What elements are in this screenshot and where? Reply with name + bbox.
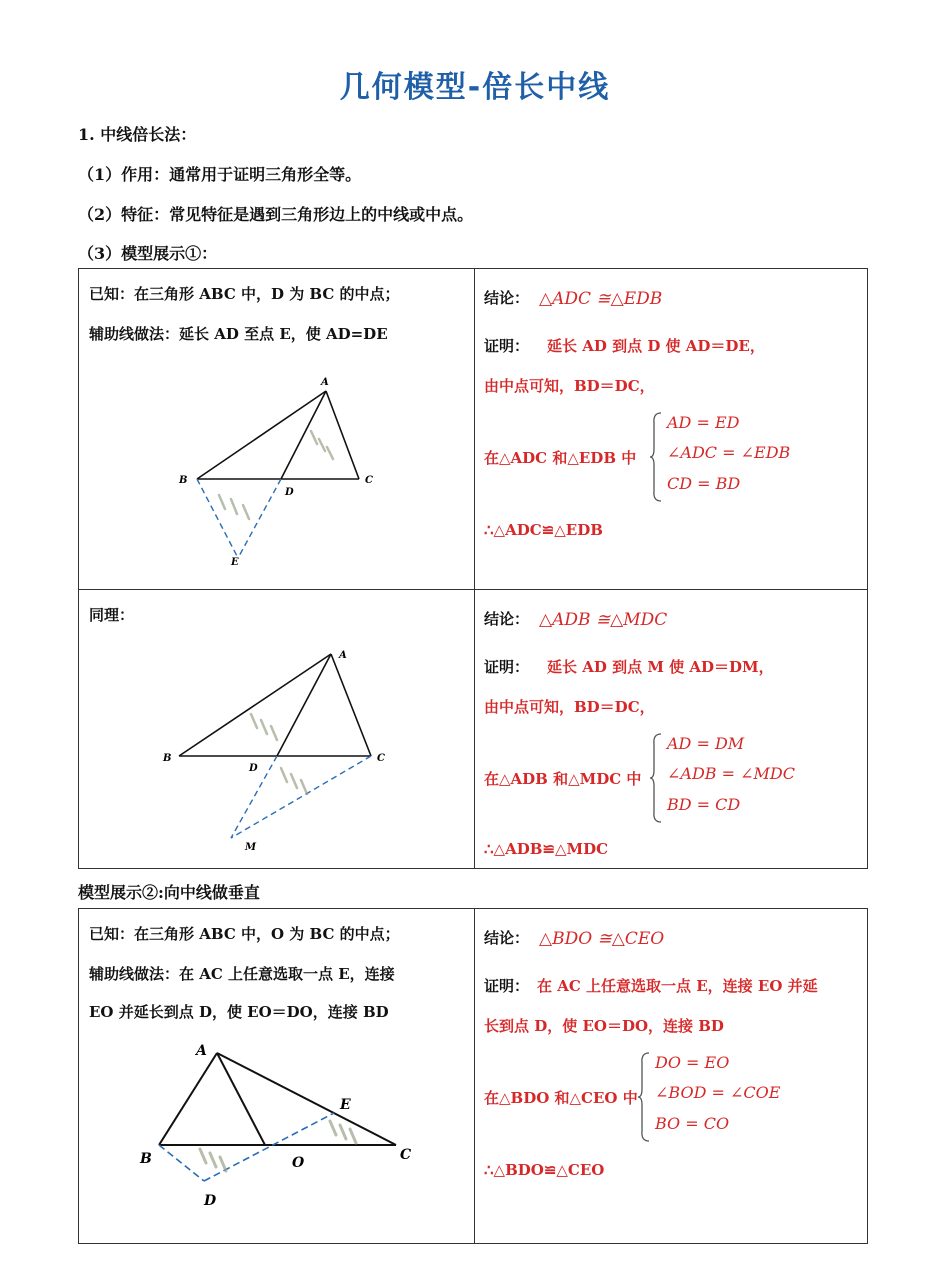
therefore-text: ∴△ADC≌△EDB (484, 521, 603, 539)
label-A: A (321, 377, 329, 388)
given-text: 已知：在三角形 ABC 中，O 为 BC 的中点； (89, 925, 400, 943)
intro-item-2: （2）特征：常见特征是遇到三角形边上的中线或中点。 (78, 205, 474, 224)
equation-1: DO = EO (655, 1053, 730, 1072)
proof-line-1: 延长 AD 到点 D 使 AD＝DE， (547, 337, 765, 355)
in-triangles-text: 在△ADB 和△MDC 中 (484, 770, 642, 788)
aux-line-1: 辅助线做法：在 AC 上任意选取一点 E，连接 (89, 965, 395, 983)
aux-line-text: 辅助线做法：延长 AD 至点 E，使 AD=DE (89, 325, 388, 343)
section-heading: 1. 中线倍长法： (78, 125, 197, 144)
conclusion-label: 结论： (484, 929, 530, 947)
equation-2: ∠ADC = ∠EDB (667, 443, 791, 462)
intro-item-1: （1）作用：通常用于证明三角形全等。 (78, 165, 362, 184)
equation-3: BD = CD (667, 795, 741, 814)
therefore-text: ∴△BDO≌△CEO (484, 1161, 605, 1179)
label-O: O (292, 1155, 305, 1171)
label-B: B (179, 475, 188, 486)
label-E: E (340, 1097, 351, 1113)
label-M: M (245, 842, 257, 853)
proof-line-2: 由中点可知，BD＝DC， (484, 698, 655, 716)
equation-1: AD = DM (667, 734, 745, 753)
proof-label: 证明： (484, 658, 530, 676)
triangle-figure-3 (134, 1039, 434, 1239)
proof-line-1: 延长 AD 到点 M 使 AD＝DM， (547, 658, 774, 676)
proof-line-1: 在 AC 上任意选取一点 E，连接 EO 并延 (537, 977, 818, 995)
label-D: D (249, 763, 258, 774)
model-box-2 (78, 589, 868, 869)
brace-icon (637, 1051, 651, 1143)
in-triangles-text: 在△ADC 和△EDB 中 (484, 449, 637, 467)
brace-icon (649, 732, 663, 824)
therefore-text: ∴△ADB≌△MDC (484, 840, 609, 858)
conclusion-text: △ADB ≅△MDC (539, 610, 668, 630)
equation-2: ∠ADB = ∠MDC (667, 764, 795, 783)
equation-3: BO = CO (655, 1114, 730, 1133)
conclusion-label: 结论： (484, 289, 530, 307)
label-C: C (365, 475, 373, 486)
proof-label: 证明： (484, 977, 530, 995)
model-box-1 (78, 268, 868, 590)
label-E: E (231, 557, 239, 568)
brace-icon (649, 411, 663, 503)
label-A: A (339, 650, 347, 661)
box-divider (474, 590, 475, 868)
label-A: A (196, 1043, 207, 1059)
proof-line-2: 长到点 D，使 EO＝DO，连接 BD (484, 1017, 724, 1035)
label-D: D (285, 487, 294, 498)
page-title: 几何模型-倍长中线 (339, 70, 611, 105)
conclusion-text: △BDO ≅△CEO (539, 929, 665, 949)
given-text: 同理： (89, 606, 135, 624)
label-D: D (204, 1193, 217, 1209)
label-C: C (400, 1147, 412, 1163)
label-B: B (140, 1151, 152, 1167)
conclusion-text: △ADC ≅△EDB (539, 289, 663, 309)
proof-label: 证明： (484, 337, 530, 355)
intro-item-3: （3）模型展示①： (78, 244, 218, 263)
in-triangles-text: 在△BDO 和△CEO 中 (484, 1089, 638, 1107)
box-divider (474, 909, 475, 1243)
triangle-figure-1 (169, 369, 389, 569)
triangle-figure-2 (159, 640, 399, 855)
label-C: C (377, 753, 385, 764)
equation-2: ∠BOD = ∠COE (655, 1083, 781, 1102)
model-box-3 (78, 908, 868, 1244)
box-divider (474, 269, 475, 589)
given-text: 已知：在三角形 ABC 中，D 为 BC 的中点； (89, 285, 400, 303)
proof-line-2: 由中点可知，BD＝DC， (484, 377, 655, 395)
label-B: B (163, 753, 172, 764)
conclusion-label: 结论： (484, 610, 530, 628)
equation-1: AD = ED (667, 413, 740, 432)
model2-heading: 模型展示②:向中线做垂直 (78, 883, 260, 902)
aux-line-2: EO 并延长到点 D，使 EO＝DO，连接 BD (89, 1003, 389, 1021)
equation-3: CD = BD (667, 474, 741, 493)
